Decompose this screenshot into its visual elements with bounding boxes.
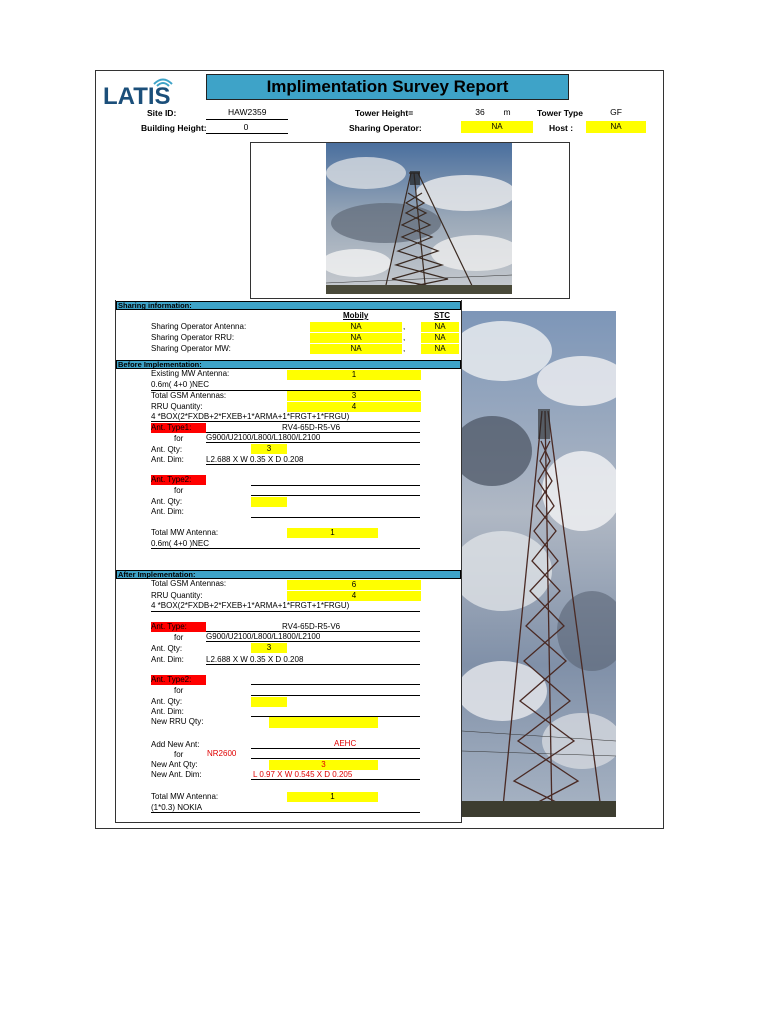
after-ant-dim-value: L2.688 X W 0.35 X D 0.208 [206,655,304,664]
tower-photo-side [462,311,616,817]
building-height-value: 0 [243,122,249,132]
existing-mw-value: 1 [287,370,421,380]
before-rru-desc: 4 *BOX(2*FXDB+2*FXEB+1*ARMA+1*FRGT+1*FRGU) [151,412,350,421]
after-total-mw-label: Total MW Antenna: [151,792,219,801]
logo-text: LATIS [103,83,171,108]
sharing-col-stc: STC [434,311,450,320]
after-ant-qty-label: Ant. Qty: [151,644,183,653]
before-ant-dim-label: Ant. Dim: [151,455,184,464]
before-for-value: G900/U2100/L800/L1800/L2100 [206,433,321,442]
after-ant-qty2-value [251,697,287,707]
sharing-antenna-stc: NA [421,322,459,332]
add-new-ant-value: AEHC [334,739,357,748]
site-id-label: Site ID: [147,108,177,118]
existing-mw-desc: 0.6m( 4+0 )NEC [151,380,210,389]
sharing-rru-label: Sharing Operator RRU: [151,333,235,342]
before-ant-type2-label: Ant. Type2: [151,475,206,485]
after-section-header: After Implementation: [116,570,461,579]
after-for-value: G900/U2100/L800/L1800/L2100 [206,632,321,641]
sharing-section-header: Sharing information: [116,301,461,310]
after-ant-type-value: RV4-65D-R5-V6 [282,622,341,631]
sharing-operator-label: Sharing Operator: [349,123,422,133]
new-ant-dim-label: New Ant. Dim: [151,770,202,779]
sharing-antenna-mobily: NA [310,322,402,332]
after-total-mw-value: 1 [287,792,378,802]
host-value: NA [586,121,646,133]
tower-type-label: Tower Type [537,108,583,118]
before-ant-type1-value: RV4-65D-R5-V6 [282,423,341,432]
new-ant-qty-label: New Ant Qty: [151,760,198,769]
tower-height-value: 36 [475,107,485,117]
before-total-gsm-value: 3 [287,391,421,401]
sharing-rru-mobily: NA [310,333,402,343]
before-for-label: for [174,434,184,443]
tower-photo-top [326,143,512,294]
host-label: Host : [549,123,574,133]
before-ant-qty-label: Ant. Qty: [151,445,183,454]
tower-height-unit: m [503,107,511,117]
before-total-gsm-label: Total GSM Antennas: [151,391,227,400]
before-ant-type1-label: Ant. Type1: [151,423,206,433]
new-rru-qty-label: New RRU Qty: [151,717,204,726]
sharing-rru-stc: NA [421,333,459,343]
building-height-label: Building Height: [141,123,207,133]
sharing-antenna-label: Sharing Operator Antenna: [151,322,247,331]
before-section-header: Before Implementation: [116,360,461,369]
after-ant-type2-label: Ant. Type2: [151,675,206,685]
report-title-bar [206,74,569,100]
sharing-mw-label: Sharing Operator MW: [151,344,231,353]
after-rru-desc: 4 *BOX(2*FXDB+2*FXEB+1*ARMA+1*FRGT+1*FRGU) [151,601,350,610]
sharing-mw-stc: NA [421,344,459,354]
before-ant-dim-value: L2.688 X W 0.35 X D 0.208 [206,455,304,464]
after-ant-qty-value: 3 [251,643,287,653]
add-new-ant-label: Add New Ant: [151,740,200,749]
tower-type-value: GF [610,107,622,117]
site-id-value: HAW2359 [228,107,267,117]
before-total-mw-label: Total MW Antenna: [151,528,219,537]
before-total-mw-desc: 0.6m( 4+0 )NEC [151,539,210,548]
after-total-mw-desc: (1*0.3) NOKIA [151,803,203,812]
new-for-value: NR2600 [207,749,237,758]
sharing-col-mobily: Mobily [343,311,369,320]
sharing-operator-value: NA [461,121,533,133]
new-rru-qty-value [269,717,378,728]
after-rru-qty-label: RRU Quantity: [151,591,203,600]
before-total-mw-value: 1 [287,528,378,538]
tower-height-label: Tower Height= [355,108,414,118]
report-title: Implimentation Survey Report [266,77,509,96]
after-total-gsm-value: 6 [287,580,421,590]
after-ant-type-label: Ant. Type: [151,622,206,632]
before-rru-qty-value: 4 [287,402,421,412]
after-total-gsm-label: Total GSM Antennas: [151,579,227,588]
before-rru-qty-label: RRU Quantity: [151,402,203,411]
before-ant-qty-value: 3 [251,444,287,454]
existing-mw-label: Existing MW Antenna: [151,369,230,378]
before-ant-qty2-value [251,497,287,507]
latis-logo [103,78,189,108]
after-ant-dim-label: Ant. Dim: [151,655,184,664]
new-ant-qty-value: 3 [269,760,378,770]
new-ant-dim-value: L 0.97 X W 0.545 X D 0.205 [253,770,353,779]
sharing-mw-mobily: NA [310,344,402,354]
after-rru-qty-value: 4 [287,591,421,601]
